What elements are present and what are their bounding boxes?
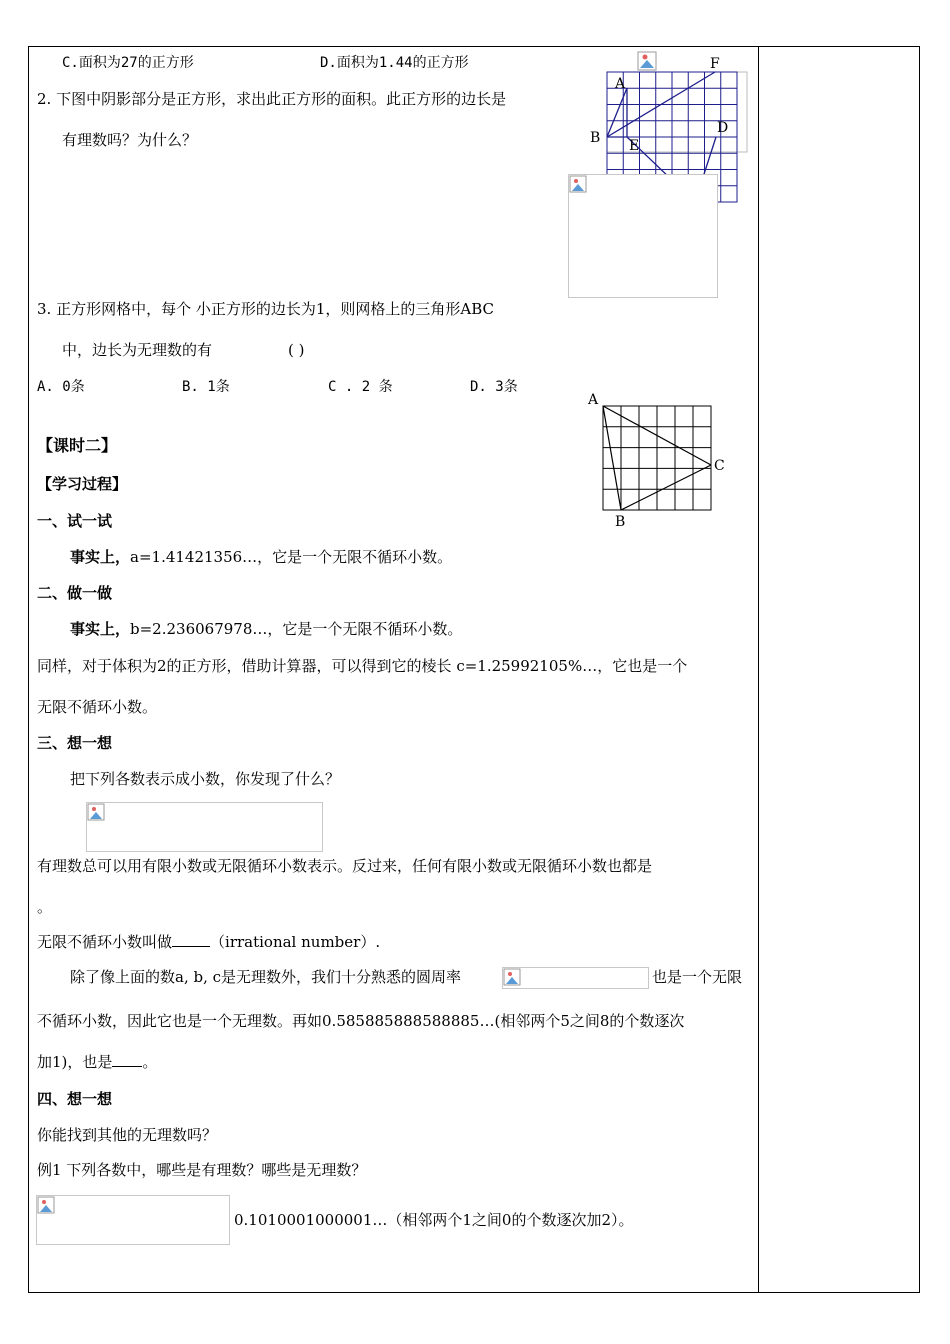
paragraph-c-line1: 同样，对于体积为2的正方形，借助计算器，可以得到它的棱长 c=1.25992105%…，它也是一个 (37, 657, 688, 675)
fig2-label-a: A (588, 392, 599, 408)
example-1-decimal: 0.1010001000001…（相邻两个1之间0的个数逐次加2）。 (234, 1211, 634, 1229)
q3-option-d: D. 3条 (470, 379, 518, 395)
broken-image-icon (87, 803, 105, 821)
example-1: 例1 下列各数中，哪些是有理数？哪些是无理数？ (37, 1161, 367, 1179)
broken-image-icon (569, 175, 587, 193)
instruction-decimals: 把下列各数表示成小数，你发现了什么？ (70, 770, 341, 788)
heading-do: 二、做一做 (37, 584, 113, 602)
pi-image-placeholder (502, 967, 649, 989)
fig2-label-c: C (714, 458, 725, 474)
grid-figure-2 (585, 388, 735, 533)
image-placeholder-3 (36, 1195, 230, 1245)
question-3-line1: 3. 正方形网格中，每个 小正方形的边长为1，则网格上的三角形ABC (37, 300, 495, 318)
answer-paren: ( ) (288, 341, 305, 359)
pi-sentence-part2: 也是一个无限 (652, 968, 743, 986)
fig2-label-b: B (615, 514, 626, 530)
q3-option-b: B. 1条 (182, 379, 230, 395)
question-other-irrationals: 你能找到其他的无理数吗？ (37, 1126, 218, 1144)
q3-option-a: A. 0条 (37, 379, 85, 395)
section-lesson-2: 【课时二】 (37, 436, 118, 455)
fill-blank-2 (112, 1052, 142, 1067)
fig1-label-a: A (615, 76, 626, 92)
broken-image-icon (37, 1196, 55, 1214)
paragraph-c-line2: 无限不循环小数。 (37, 698, 158, 716)
broken-image-icon (638, 52, 656, 70)
fig1-label-f: F (710, 56, 720, 72)
image-placeholder-1 (568, 174, 718, 298)
pi-sentence-part1: 除了像上面的数a, b, c是无理数外，我们十分熟悉的圆周率 (70, 968, 462, 986)
heading-think-2: 四、想一想 (37, 1090, 113, 1108)
fact-b: 事实上，b=2.236067978…，它是一个无限不循环小数。 (70, 620, 463, 638)
fig1-label-b: B (590, 130, 601, 146)
fill-blank-1 (172, 932, 210, 947)
question-3-line2: 中，边长为无理数的有 (62, 341, 213, 359)
image-placeholder-2 (86, 802, 323, 852)
broken-image-icon (503, 968, 521, 986)
irrational-definition: 无限不循环小数叫做 （irrational number）. (37, 933, 381, 951)
q3-option-c: C . 2 条 (328, 379, 393, 395)
rational-definition-line2: 。 (37, 898, 53, 916)
fact-a: 事实上，a=1.41421356…，它是一个无限不循环小数。 (70, 548, 453, 566)
column-divider (758, 46, 759, 1293)
option-d: D.面积为1.44的正方形 (320, 55, 469, 71)
heading-try: 一、试一试 (37, 512, 113, 530)
fig1-label-e: E (629, 138, 640, 154)
also-irrational: 加1)，也是 。 (37, 1053, 158, 1071)
section-learning-process: 【学习过程】 (37, 475, 128, 493)
question-2-line1: 2. 下图中阴影部分是正方形，求出此正方形的面积。此正方形的边长是 (37, 90, 507, 108)
question-2-line2: 有理数吗？为什么？ (62, 131, 198, 149)
heading-think-1: 三、想一想 (37, 734, 113, 752)
fig1-label-d: D (717, 120, 729, 136)
example-decimal-line: 不循环小数，因此它也是一个无理数。再如0.585885888588885…(相邻两个5之间8的个数逐次 (37, 1012, 685, 1030)
rational-definition-line1: 有理数总可以用有限小数或无限循环小数表示。反过来，任何有限小数或无限循环小数也都是 (37, 857, 653, 875)
option-c: C.面积为27的正方形 (62, 55, 194, 71)
